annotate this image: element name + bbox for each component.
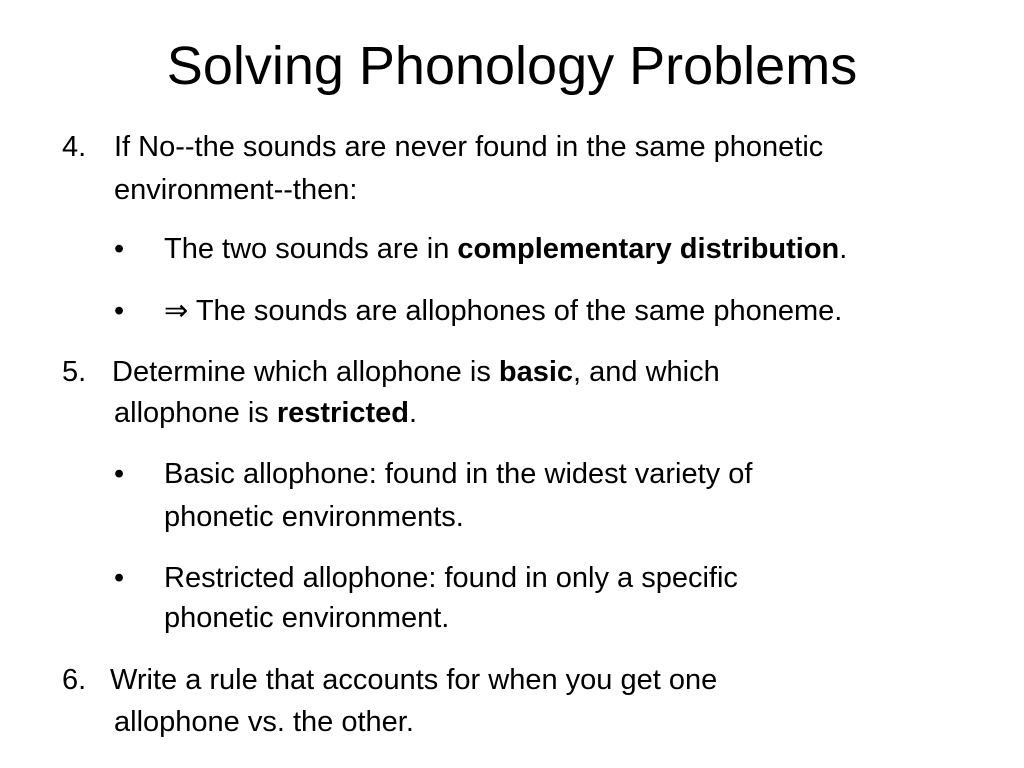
bullet-restricted-line-2: phonetic environment.: [164, 602, 450, 634]
bullet-marker: •: [114, 295, 125, 327]
item-text: allophone is: [114, 397, 277, 429]
bullet-text: The sounds are allophones of the same phoneme.: [188, 295, 843, 327]
item-5-line-2: [114, 393, 417, 433]
bold-term: complementary distribution: [457, 233, 840, 265]
item-text: Determine which allophone is: [112, 356, 499, 388]
bullet-marker: •: [114, 562, 125, 594]
bullet-restricted-line-1: Restricted allophone: found in only a specific: [164, 562, 738, 594]
item-4-line-2: environment--then:: [114, 174, 358, 206]
item-number-4: 4.: [62, 131, 87, 163]
bullet-marker: •: [114, 458, 125, 490]
implies-arrow-icon: ⇒: [164, 295, 189, 327]
bullet-complementary-distribution: [164, 229, 847, 269]
bullet-text: The two sounds are in: [164, 233, 458, 265]
slide-title: Solving Phonology Problems: [166, 36, 858, 96]
bullet-allophones: [164, 291, 842, 331]
item-4-line-1: If No--the sounds are never found in the same phonetic: [114, 131, 824, 163]
item-text: .: [409, 397, 418, 429]
bold-term: basic: [498, 356, 574, 388]
item-6-line-2: allophone vs. the other.: [114, 706, 414, 738]
bold-term: restricted: [276, 397, 410, 429]
item-number-5: 5.: [62, 356, 87, 388]
bullet-basic-line-1: Basic allophone: found in the widest variety of: [164, 458, 753, 490]
item-6-line-1: Write a rule that accounts for when you get one: [110, 664, 718, 696]
item-5-line-1: [112, 352, 720, 392]
item-text: , and which: [573, 356, 720, 388]
bullet-text: .: [839, 233, 848, 265]
item-number-6: 6.: [62, 664, 87, 696]
bullet-marker: •: [114, 233, 125, 265]
bullet-basic-line-2: phonetic environments.: [164, 501, 464, 533]
